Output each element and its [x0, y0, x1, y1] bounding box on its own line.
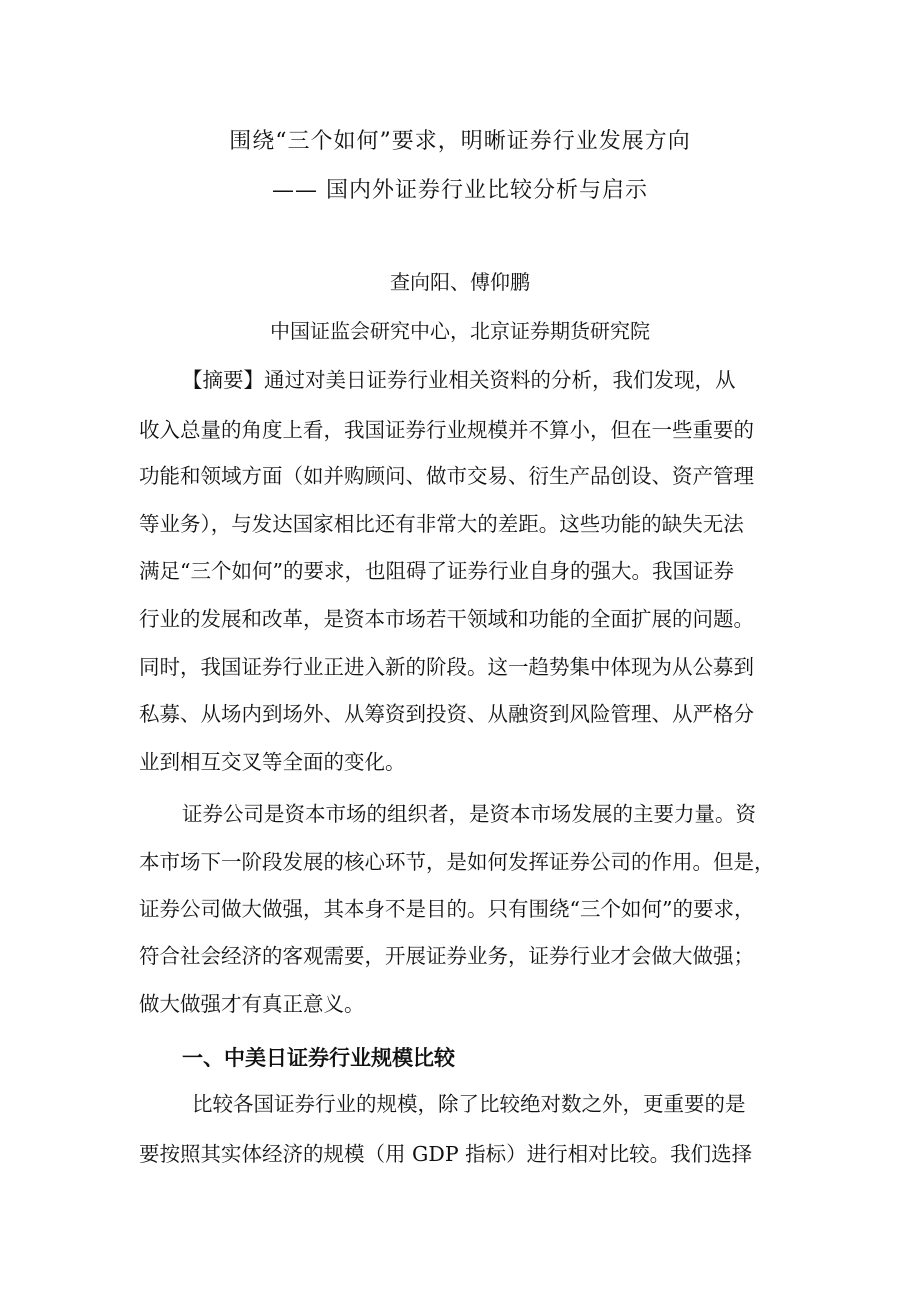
abstract-line: 同时，我国证券行业正进入新的阶段。这一趋势集中体现为从公募到	[139, 655, 754, 679]
abstract-line: 私募、从场内到场外、从筹资到投资、从融资到风险管理、从严格分	[139, 702, 754, 726]
paragraph-line: 本市场下一阶段发展的核心环节，是如何发挥证券公司的作用。但是，	[139, 850, 775, 874]
abstract-line: 业到相互交叉等全面的变化。	[139, 750, 406, 774]
paragraph-line: 证券公司是资本市场的组织者，是资本市场发展的主要力量。资	[182, 802, 756, 826]
affiliation: 中国证监会研究中心，北京证券期货研究院	[270, 319, 650, 343]
document-title: 围绕“三个如何”要求，明晰证券行业发展方向	[229, 129, 691, 154]
document-subtitle: —— 国内外证券行业比较分析与启示	[272, 178, 648, 203]
paragraph-line: 证券公司做大做强，其本身不是目的。只有围绕“三个如何”的要求，	[139, 897, 755, 921]
paragraph-line: 做大做强才有真正意义。	[139, 992, 365, 1016]
section-line: 要按照其实体经济的规模（用 GDP 指标）进行相对比较。我们选择	[139, 1142, 753, 1166]
abstract-line: 满足“三个如何”的要求，也阻碍了证券行业自身的强大。我国证券	[139, 559, 734, 583]
paragraph-line: 符合社会经济的客观需要，开展证券业务，证券行业才会做大做强；	[139, 944, 754, 968]
abstract-line: 收入总量的角度上看，我国证券行业规模并不算小，但在一些重要的	[139, 418, 754, 442]
abstract-line: 功能和领域方面（如并购顾问、做市交易、衍生产品创设、资产管理	[139, 464, 754, 488]
section-heading: 一、中美日证券行业规模比较	[182, 1046, 455, 1070]
abstract-line: 【摘要】通过对美日证券行业相关资料的分析，我们发现，从	[182, 368, 736, 392]
abstract-line: 行业的发展和改革，是资本市场若干领域和功能的全面扩展的问题。	[139, 607, 754, 631]
section-line: 比较各国证券行业的规模，除了比较绝对数之外，更重要的是	[192, 1092, 746, 1116]
abstract-line: 等业务），与发达国家相比还有非常大的差距。这些功能的缺失无法	[139, 512, 744, 536]
authors: 查向阳、傅仰鹏	[390, 270, 530, 294]
